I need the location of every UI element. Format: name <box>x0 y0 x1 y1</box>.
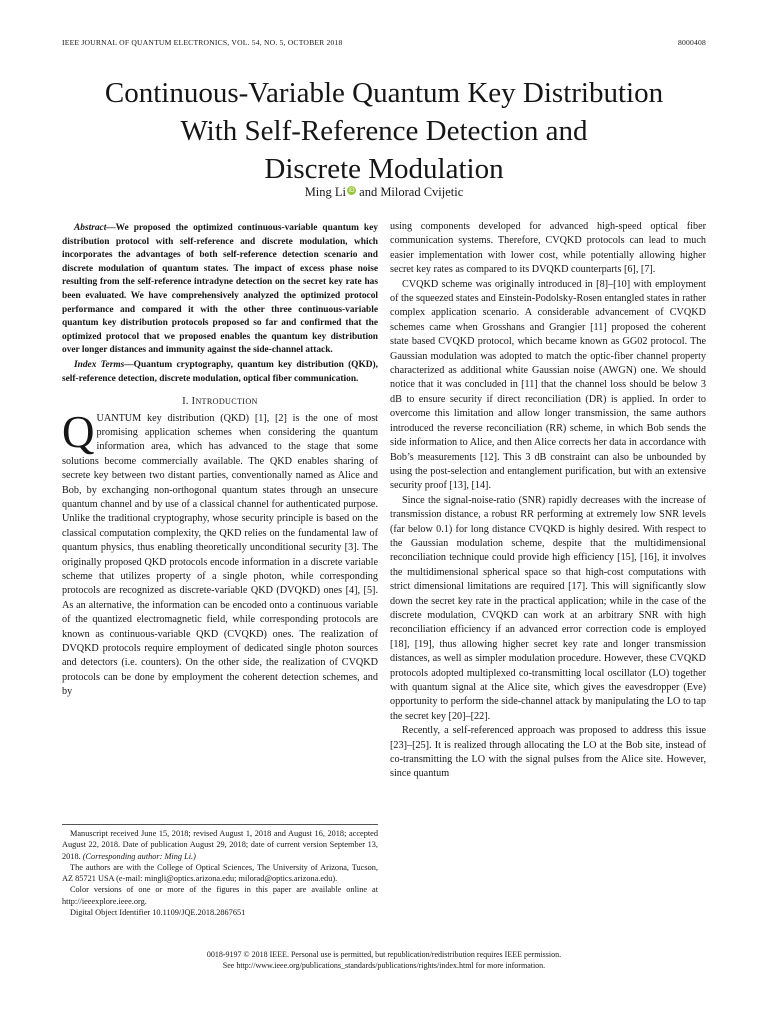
index-terms-label: Index Terms <box>74 359 125 370</box>
index-terms <box>62 359 378 386</box>
footnote-doi: Digital Object Identifier 10.1109/JQE.2018.2867651 <box>70 908 246 918</box>
footnote-corresponding: (Corresponding author: Ming Li.) <box>82 851 196 861</box>
copyright-notice <box>0 949 768 971</box>
journal-name: IEEE JOURNAL OF QUANTUM ELECTRONICS, VOL. 54, NO. 5, OCTOBER 2018 <box>62 38 343 47</box>
running-header <box>62 38 706 47</box>
article-number: 8000408 <box>678 38 706 47</box>
orcid-icon[interactable]: iD <box>348 187 355 194</box>
abstract <box>62 222 378 358</box>
dropcap-letter: Q <box>62 406 95 457</box>
right-column <box>390 220 706 782</box>
author-line <box>0 185 768 200</box>
title-line-3: Discrete Modulation <box>264 153 504 185</box>
left-column <box>62 222 378 700</box>
footnotes <box>62 824 378 918</box>
body-paragraph: CVQKD scheme was originally introduced in [8]–[10] with employment of the squeezed states and Einstein-Podolsky-Rosen entangled states in rather complex application scenario. A considerable advancement of CVQKD schemes came when Grosshans and Grangier [11] proposed the coherent state based CVQKD protocol, which became known as GG02 protocol. The Gaussian modulation was adopted to match the optic-fiber channel property characterized as additional white Gaussian noise (AWGN) one. We should notice that it was concluded in [11] that the channel loss should be below 3 dB to ensure security if direct reconciliation (DR) is applied. In order to overcome this limitation and allow longer transmission, the same authors introduced the reverse reconciliation (RR) scheme, in which Bob sends the side information to Alice, and then Alice corrects her data in accordance with Bob’s measurements [12]. This 3 dB constraint can also be unbounded by using the post-selection and entanglement purification, but with an extensive security proof [13], [14]. <box>390 278 707 492</box>
title-line-2: With Self-Reference Detection and <box>180 115 588 147</box>
index-terms-dash: — <box>124 359 134 370</box>
section-name: NTRODUCTION <box>195 397 258 407</box>
body-paragraph: Since the signal-noise-ratio (SNR) rapidly decreases with the increase of transmission distance, a robust RR performing at extremely low SNR levels (far below 0.1) for long distance CVQKD is highly desired. With respect to the Gaussian modulation scheme, despite that the multidimensional reconciliation technique could provide high efficiency [15], [16], it involves the multidimensional spherical space so that high-cost computations with strict dimensional limitations are required [17]. This will significantly slow down the secret key rate in the practical application; while in the case of the discrete modulation, CVQKD can work at an arbitrary SNR with high reconciliation efficiency if an advanced error correction code is employed [18], [19], thus allowing higher secret key rate and longer transmission distances, as well as simpler modulation procedure. However, these CVQKD protocols adopted multiplexed co-transmitting local oscillator (LO) together with quantum signal at the Alice site, which gives the eavesdropper (Eve) opportunity to perform the side-channel attack by manipulating the LO to tap the secret key [20]–[22]. <box>390 494 706 722</box>
copyright-line-2: See http://www.ieee.org/publications_standards/publications/rights/index.html for more information. <box>222 961 546 970</box>
section-heading-introduction <box>62 395 378 409</box>
section-numeral: I. I <box>182 396 196 408</box>
author-milorad-cvijetic: and Milorad Cvijetic <box>356 185 464 199</box>
author-ming-li: Ming Li <box>304 185 347 199</box>
footnote-received-text: Manuscript received June 15, 2018; revised August 1, 2018 and August 16, 2018; accepted August 22, 2018. Date of publication August 29, 2018; date of current version September 13, 2018. <box>62 829 378 861</box>
abstract-label: Abstract <box>74 223 107 233</box>
abstract-dash: — <box>106 223 116 233</box>
footnote-affiliation: The authors are with the College of Optical Sciences, The University of Arizona, Tucson, AZ 85721 USA (e-mail: mingli@optics.arizona.edu; milorad@optics.arizona.edu). <box>62 862 378 884</box>
intro-paragraph <box>62 406 378 700</box>
body-paragraph: Recently, a self-referenced approach was proposed to address this issue [23]–[25]. It is realized through allocating the LO at the Bob site, instead of co-transmitting the LO with the signal pulses from the Alice site. However, since quantum <box>390 725 706 780</box>
index-terms-text: Quantum cryptography, quantum key distribution (QKD), self-reference detection, discrete modulation, optical fiber communication. <box>62 359 379 384</box>
abstract-text: We proposed the optimized continuous-variable quantum key distribution protocol with self-reference and discrete modulation, which incorporates the advantages of both self-reference detection scenario and discrete modulation of quantum states. The impact of excess phase noise resulting from the self-reference intradyne detection on the secret key rate has been evaluated. We have comprehensively analyzed the optimized protocol performance and compared it with the other three continuous-variable quantum key distribution protocols proposed so far and confirmed that the optimized protocol that we proposed enables the quantum key distribution over longer distances and immunity against the side-channel attack. <box>62 223 378 356</box>
body-paragraph: using components developed for advanced high-speed optical fiber communication systems. Therefore, CVQKD protocols can lead to much easier implementation with lower cost, while potentially allowing higher secret key rates as compared to its DVQKD counterparts [6], [7]. <box>390 221 706 276</box>
intro-text: UANTUM key distribution (QKD) [1], [2] is the one of most promising application schemes when considering the quantum information area, which has advanced to the stage that some solutions become commercially available. The QKD enables sharing of secrete key between two distant parties, conventionally named as Alice and Bob, by exchanging non-orthogonal quantum states through an unsecure quantum channel and by use of a classical channel for authenticated purpose. Unlike the traditional cryptography, whose security principle is based on the classical computation complexity, the QKD relies on the fundamental law of quantum physics, thus enabling theoretically unconditional security [3]. The originally proposed QKD protocols encode information in a discrete variable scheme that utilizes property of a single photon, while corresponding protocols are recognized as discrete-variable QKD (DVQKD) ones [4], [5]. As an alternative, the information can be encoded onto a continuous variable of the quantized electromagnetic field, while corresponding protocols are known as continuous-variable QKD (CVQKD) ones. The realization of DVQKD protocols require employment of dedicated single photon sources and detectors (i.e. counters). On the other side, the realization of CVQKD protocols can be done by employment the coherent detection schemes, and by <box>62 412 378 698</box>
footnote-color-note: Color versions of one or more of the figures in this paper are available online at http://ieeexplore.ieee.org. <box>62 885 378 906</box>
copyright-line-1: 0018-9197 © 2018 IEEE. Personal use is permitted, but republication/redistribution requires IEEE permission. <box>206 950 562 959</box>
footnote-received <box>62 828 378 862</box>
paper-title <box>40 74 728 188</box>
title-line-1: Continuous-Variable Quantum Key Distribution <box>104 77 664 109</box>
